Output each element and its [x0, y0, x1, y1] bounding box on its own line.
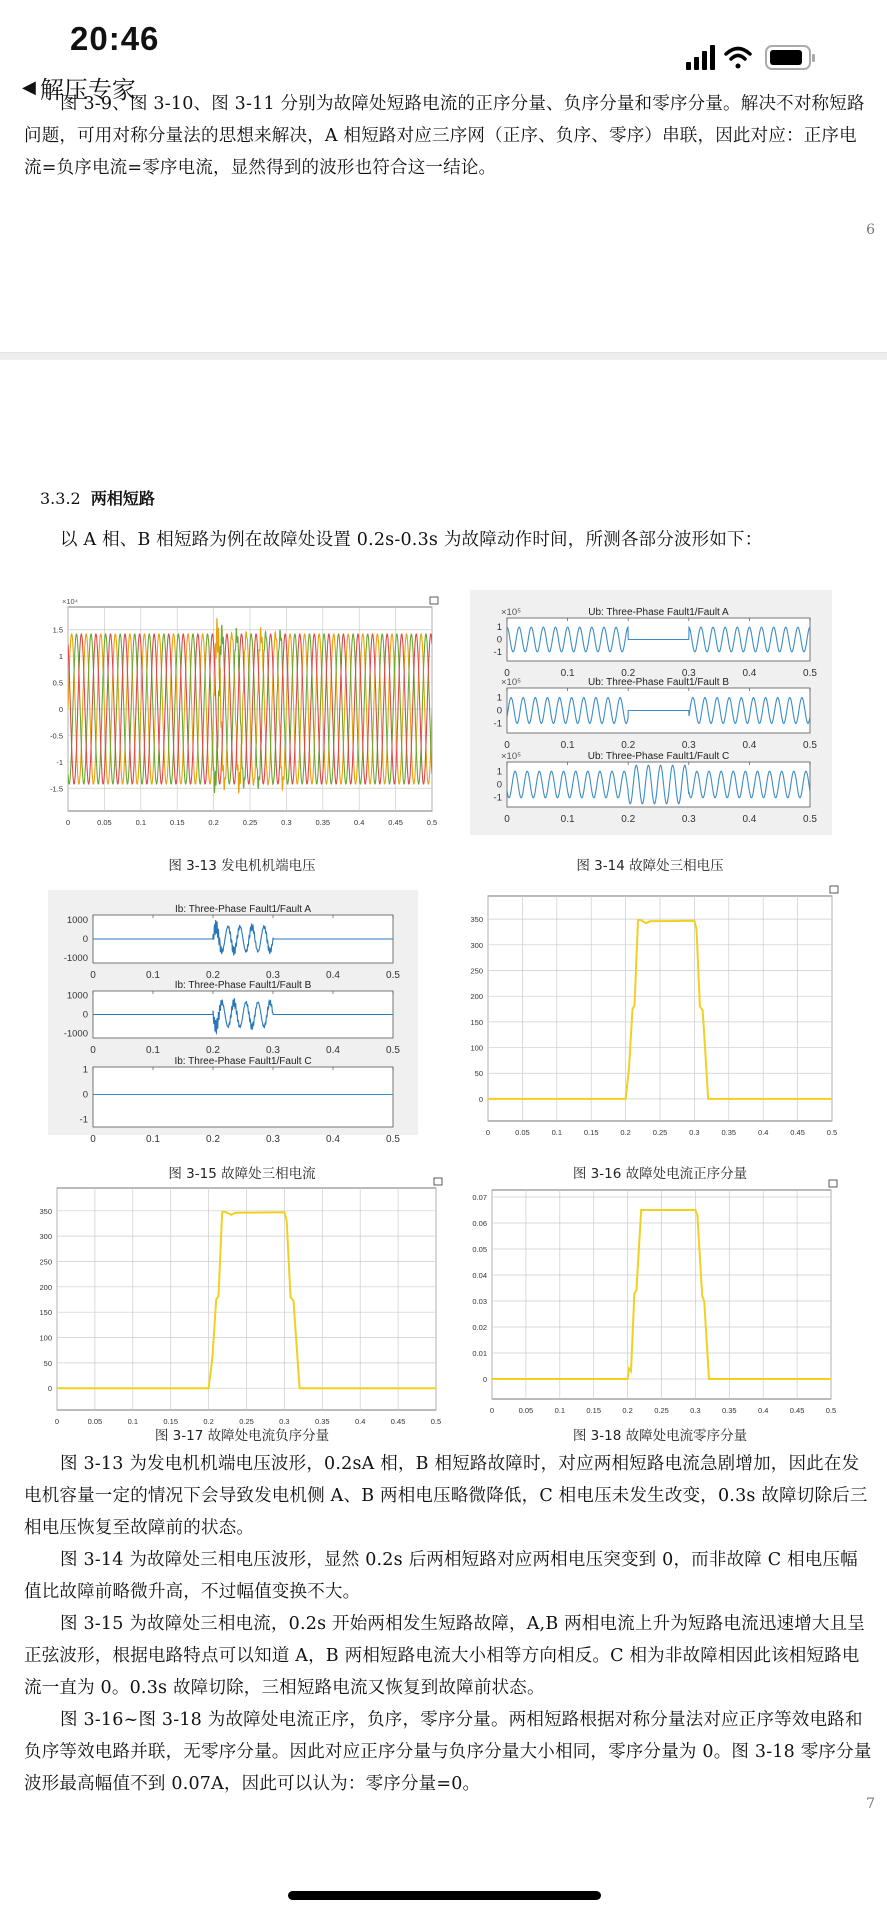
subplot-0 — [472, 1190, 836, 1415]
x-tick-label: 0.1 — [560, 740, 575, 751]
y-tick-label: 200 — [39, 1282, 52, 1292]
x-tick-label: 0.45 — [790, 1128, 805, 1137]
body-paragraph: 图 3-15 为故障处三相电流，0.2s 开始两相发生短路故障，A,B 两相电流上升为短路电流迅速增大且呈正弦波形，根据电路特点可以知道 A，B 两相短路电流大小相等方向相反。C 相为非故障相因此该相短路电流一直为 0。0.3s 故障切除，三相短路电流又恢复到故障前状态。 — [24, 1614, 866, 1698]
x-tick-label: 0.4 — [742, 814, 757, 825]
x-tick-label: 0 — [90, 970, 96, 981]
y-tick-label: 1 — [496, 692, 502, 704]
intro-paragraph: 以 A 相、B 相短路为例在故障处设置 0.2s-0.3s 为故障动作时间，所测各部分波形如下： — [60, 530, 763, 550]
y-tick-label: 250 — [39, 1257, 52, 1267]
y-tick-label: 0 — [82, 1089, 88, 1101]
x-tick-label: 0.2 — [621, 814, 636, 825]
x-tick-label: 0.35 — [315, 818, 331, 827]
x-tick-label: 0.5 — [803, 814, 817, 825]
y-tick-label: 350 — [470, 915, 483, 925]
caption-3-15: 图 3-15 故障处三相电流 — [168, 1166, 316, 1182]
x-tick-label: 0.4 — [354, 1417, 366, 1426]
expand-icon[interactable] — [430, 597, 438, 604]
x-tick-label: 0 — [65, 818, 71, 827]
x-tick-label: 0.5 — [826, 1128, 838, 1137]
figure-3-16-chart — [460, 884, 850, 1149]
battery-icon — [766, 46, 815, 69]
x-tick-label: 0.4 — [742, 668, 757, 679]
exponent-label: ×10⁵ — [501, 751, 522, 762]
x-tick-label: 0.3 — [681, 668, 696, 679]
subplot-0 — [64, 904, 401, 981]
caption-3-13: 图 3-13 发电机机端电压 — [168, 858, 316, 874]
x-tick-label: 0.1 — [127, 1417, 139, 1426]
y-tick-label: -1 — [493, 646, 502, 658]
x-tick-label: 0.25 — [242, 818, 258, 827]
y-tick-label: 0 — [482, 1374, 487, 1384]
subplot-1 — [64, 980, 401, 1056]
x-tick-label: 0.45 — [388, 818, 403, 827]
y-tick-label: 0.05 — [472, 1245, 487, 1255]
body-paragraph: 图 3-13 为发电机机端电压波形，0.2sA 相，B 相短路故障时，对应两相短路电流急剧增加，因此在发电机容量一定的情况下会导致发电机侧 A、B 两相电压略微降低，C 相电压未发生改变，0.3s 故障切除后三相电压恢复至故障前的状态。 — [24, 1454, 868, 1538]
expand-icon[interactable] — [830, 886, 838, 893]
wifi-icon — [726, 49, 750, 69]
x-tick-label: 0.5 — [386, 970, 400, 981]
y-tick-label: 300 — [470, 940, 483, 950]
x-tick-label: 0 — [485, 1128, 491, 1137]
x-tick-label: 0 — [504, 740, 510, 751]
y-tick-label: 0 — [82, 934, 88, 945]
subplot-title: Ib: Three-Phase Fault1/Fault A — [174, 904, 312, 915]
y-tick-label: 350 — [39, 1206, 52, 1216]
x-tick-label: 0 — [489, 1406, 495, 1415]
x-tick-label: 0.5 — [430, 1417, 442, 1426]
y-tick-label: 1 — [58, 652, 63, 662]
exponent-label: ×10⁴ — [62, 597, 78, 606]
x-tick-label: 0 — [90, 1134, 96, 1145]
x-tick-label: 0.2 — [621, 668, 636, 679]
x-tick-label: 0.25 — [652, 1128, 668, 1137]
subplot-2 — [80, 1056, 401, 1145]
x-tick-label: 0.15 — [169, 818, 185, 827]
subplot-0 — [494, 607, 818, 679]
x-tick-label: 0.05 — [515, 1128, 530, 1137]
page-number-7: 7 — [866, 1796, 875, 1812]
x-tick-label: 0.3 — [266, 1134, 280, 1145]
subplot-title: Ib: Three-Phase Fault1/Fault C — [174, 1056, 312, 1067]
x-tick-label: 0 — [90, 1045, 96, 1056]
x-tick-label: 0.1 — [554, 1406, 566, 1415]
page6-paragraph: 图 3-9、图 3-10、图 3-11 分别为故障处短路电流的正序分量、负序分量和零序分量。解决不对称短路问题，可用对称分量法的思想来解决，A 相短路对应三序网（正序、负序、零序）串联，因此对应：正序电流=负序电流=零序电流，显然得到的波形也符合这一结论。 — [24, 94, 865, 178]
x-tick-label: 0.3 — [266, 1045, 280, 1056]
subplot-1 — [494, 677, 818, 751]
subplot-title: Ub: Three-Phase Fault1/Fault A — [588, 607, 729, 618]
x-tick-label: 0 — [504, 668, 510, 679]
x-tick-label: 0.5 — [803, 668, 817, 679]
y-tick-label: 0 — [58, 705, 63, 714]
x-tick-label: 0.15 — [586, 1406, 602, 1415]
x-tick-label: 0.3 — [681, 814, 696, 825]
x-tick-label: 0.3 — [681, 740, 696, 751]
exponent-label: ×10⁵ — [501, 677, 522, 688]
x-tick-label: 0.4 — [353, 818, 365, 827]
y-tick-label: 0 — [496, 634, 502, 646]
caption-3-16: 图 3-16 故障处电流正序分量 — [572, 1166, 748, 1182]
x-tick-label: 0 — [54, 1417, 60, 1426]
x-tick-label: 0.1 — [135, 818, 147, 827]
y-tick-label: 1 — [82, 1064, 88, 1076]
figure-3-15-chart — [48, 890, 418, 1145]
y-tick-label: 0.06 — [472, 1219, 487, 1229]
y-tick-label: 1 — [496, 622, 502, 634]
y-tick-label: 1000 — [66, 990, 88, 1002]
y-tick-label: 0 — [496, 779, 502, 791]
x-tick-label: 0.3 — [279, 1417, 290, 1426]
y-tick-label: 0 — [496, 705, 502, 717]
subplot-title: Ub: Three-Phase Fault1/Fault C — [587, 751, 730, 762]
caption-3-17: 图 3-17 故障处电流负序分量 — [154, 1428, 330, 1444]
plot-area — [93, 1067, 393, 1127]
y-tick-label: 150 — [39, 1308, 52, 1318]
x-tick-label: 0.25 — [654, 1406, 669, 1415]
body-paragraph: 图 3-16~图 3-18 为故障处电流正序，负序，零序分量。两相短路根据对称分量法对应正序等效电路和负序等效电路并联，无零序分量。因此对应正序分量与负序分量大小相同，零序分量为 0。图 3-18 零序分量波形最高幅值不到 0.07A，因此可以认为：零序分量=0。 — [24, 1710, 872, 1794]
y-tick-label: -1000 — [63, 953, 88, 965]
x-tick-label: 0.2 — [621, 740, 636, 751]
x-tick-label: 0.4 — [326, 1045, 340, 1056]
back-triangle-icon: ◀ — [22, 77, 36, 98]
y-tick-label: 0.04 — [472, 1271, 487, 1281]
y-tick-label: -0.5 — [50, 731, 63, 741]
subplot-0 — [470, 896, 837, 1137]
y-tick-label: -1.5 — [50, 784, 63, 794]
x-tick-label: 0.2 — [203, 1417, 214, 1426]
x-tick-label: 0.5 — [825, 1406, 837, 1415]
x-tick-label: 0.35 — [314, 1417, 330, 1426]
y-tick-label: 100 — [39, 1333, 52, 1343]
x-tick-label: 0.5 — [426, 818, 438, 827]
section-title: 两相短路 — [90, 489, 155, 508]
x-tick-label: 0.5 — [803, 740, 817, 751]
exponent-label: ×10⁵ — [501, 607, 522, 618]
x-tick-label: 0.35 — [721, 1128, 737, 1137]
y-tick-label: 1.5 — [52, 625, 63, 635]
y-tick-label: -1 — [56, 757, 63, 767]
status-icons — [686, 44, 846, 72]
x-tick-label: 0.1 — [146, 970, 160, 981]
y-tick-label: -1 — [493, 792, 502, 804]
y-tick-label: 0.03 — [472, 1296, 487, 1306]
figure-3-13-chart — [42, 587, 440, 832]
x-tick-label: 0.3 — [690, 1406, 701, 1415]
back-label: 解压专家 — [39, 76, 136, 104]
x-tick-label: 0.4 — [757, 1406, 769, 1415]
x-tick-label: 0.05 — [97, 818, 112, 827]
y-tick-label: 0 — [478, 1094, 483, 1104]
y-tick-label: 50 — [474, 1069, 483, 1079]
y-tick-label: 0.02 — [472, 1322, 487, 1332]
x-tick-label: 0.3 — [689, 1128, 700, 1137]
x-tick-label: 0.35 — [721, 1406, 737, 1415]
x-tick-label: 0.05 — [87, 1417, 103, 1426]
x-tick-label: 0.1 — [560, 668, 575, 679]
cellular-signal-icon — [686, 45, 715, 70]
y-tick-label: 0 — [47, 1384, 52, 1394]
y-tick-label: 0 — [82, 1009, 88, 1021]
x-tick-label: 0.2 — [208, 818, 219, 827]
x-tick-label: 0.1 — [146, 1134, 160, 1145]
caption-3-18: 图 3-18 故障处电流零序分量 — [572, 1428, 748, 1444]
subplot-0 — [39, 1188, 441, 1426]
y-tick-label: 50 — [43, 1358, 52, 1368]
x-tick-label: 0.5 — [386, 1045, 400, 1056]
section-number: 3.3.2 — [40, 489, 81, 508]
caption-3-14: 图 3-14 故障处三相电压 — [576, 858, 724, 874]
x-tick-label: 0.1 — [146, 1045, 160, 1056]
y-tick-label: -1 — [79, 1114, 88, 1126]
x-tick-label: 0.2 — [622, 1406, 633, 1415]
y-tick-label: 150 — [470, 1017, 483, 1027]
y-tick-label: 300 — [39, 1232, 52, 1242]
x-tick-label: 0.25 — [239, 1417, 254, 1426]
y-tick-label: 0.01 — [472, 1348, 487, 1358]
subplot-0 — [50, 597, 437, 827]
x-tick-label: 0.4 — [326, 970, 340, 981]
y-tick-label: 1 — [496, 766, 502, 778]
y-tick-label: 200 — [470, 992, 483, 1002]
x-tick-label: 0.2 — [206, 1045, 220, 1056]
figure-3-18-chart — [460, 1176, 850, 1426]
x-tick-label: 0.1 — [551, 1128, 563, 1137]
x-tick-label: 0.15 — [583, 1128, 599, 1137]
figure-3-17-chart — [32, 1176, 446, 1426]
x-tick-label: 0.2 — [206, 970, 220, 981]
x-tick-label: 0 — [504, 814, 510, 825]
y-tick-label: 0.07 — [472, 1193, 487, 1203]
status-time: 20:46 — [70, 20, 160, 57]
x-tick-label: 0.5 — [386, 1134, 400, 1145]
x-tick-label: 0.4 — [326, 1134, 340, 1145]
y-tick-label: 100 — [470, 1043, 483, 1053]
x-tick-label: 0.05 — [518, 1406, 534, 1415]
plot-area — [507, 762, 810, 807]
x-tick-label: 0.2 — [206, 1134, 220, 1145]
x-tick-label: 0.45 — [390, 1417, 406, 1426]
page-separator — [0, 352, 887, 360]
page-number-6: 6 — [866, 222, 875, 238]
section-heading — [40, 486, 155, 509]
y-tick-label: 0.5 — [52, 678, 63, 688]
x-tick-label: 0.4 — [742, 740, 757, 751]
subplot-title: Ub: Three-Phase Fault1/Fault B — [588, 677, 729, 688]
x-tick-label: 0.15 — [163, 1417, 179, 1426]
subplot-2 — [494, 751, 818, 825]
subplot-title: Ib: Three-Phase Fault1/Fault B — [174, 980, 312, 991]
home-indicator[interactable] — [288, 1891, 601, 1900]
x-tick-label: 0.3 — [266, 970, 280, 981]
x-tick-label: 0.3 — [281, 818, 292, 827]
y-tick-label: -1 — [493, 718, 502, 730]
x-tick-label: 0.2 — [620, 1128, 631, 1137]
expand-icon[interactable] — [434, 1178, 442, 1185]
x-tick-label: 0.4 — [757, 1128, 769, 1137]
y-tick-label: -1000 — [63, 1028, 88, 1040]
y-tick-label: 250 — [470, 966, 483, 976]
figure-3-14-chart — [470, 590, 832, 835]
y-tick-label: 1000 — [66, 914, 88, 926]
body-paragraph: 图 3-14 为故障处三相电压波形，显然 0.2s 后两相短路对应两相电压突变到 0，而非故障 C 相电压幅值比故障前略微升高，不过幅值变换不大。 — [24, 1550, 858, 1602]
x-tick-label: 0.45 — [789, 1406, 805, 1415]
x-tick-label: 0.1 — [560, 814, 575, 825]
